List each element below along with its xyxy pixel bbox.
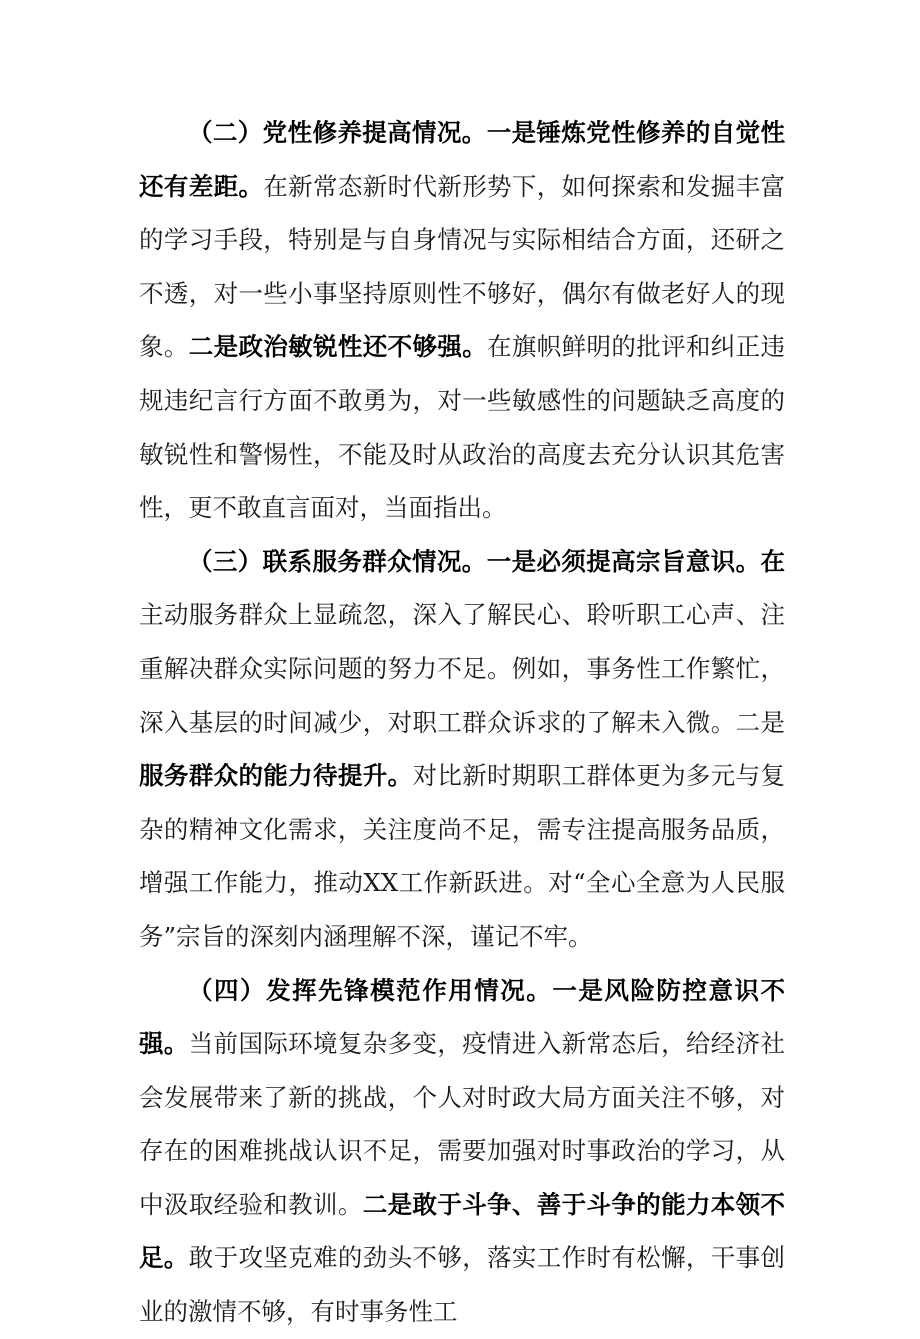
paragraph-text: 在旗帜鲜明的批评和纠正违规违纪言行方面不敢勇为，对一些敏感性的问题缺乏高度的敏锐性和警惕性，不能及时从政治的高度去充分认识其危害性，更不敢直言面对，当面指出。 [139, 332, 786, 523]
document-body [139, 106, 785, 1339]
subheading-political-sensitivity: 二是政治敏锐性还不够强。 [188, 332, 488, 362]
subheading-service-ability: 服务群众的能力待提升。 [139, 761, 413, 791]
paragraph-text: 对比新时期职工群体更为多元与复杂的精神文化需求，关注度尚不足，需专注提高服务品质，增强工作能力，推动XX工作新跃进。对“全心全意为人民服务”宗旨的深刻内涵理解不深，谨记不牢。 [139, 761, 786, 951]
heading-party-spirit: （二）党性修养提高情况。一是锤炼党性修养的自觉性还有差距。 [139, 118, 785, 201]
paragraph-text: 主动服务群众上显疏忽，深入了解民心、聆听职工心声、注重解决群众实际问题的努力不足。例如，事务性工作繁忙，深入基层的时间减少，对职工群众诉求的了解未入微。二是 [139, 600, 785, 737]
heading-vanguard-role: （四）发挥先锋模范作用情况。一是风险防控意识不强。 [139, 975, 785, 1059]
paragraph-serving-masses [139, 535, 785, 964]
paragraph-vanguard-role [139, 964, 785, 1339]
heading-serving-masses: （三）联系服务群众情况。一是必须提高宗旨意识。在 [188, 546, 785, 576]
paragraph-party-spirit [139, 106, 785, 535]
paragraph-text: 当前国际环境复杂多变，疫情进入新常态后，给经济社会发展带来了新的挑战，个人对时政大局方面关注不够，对存在的困难挑战认识不足，需要加强对时事政治的学习，从中汲取经验和教训。 [139, 1029, 786, 1219]
paragraph-text: 在新常态新时代新形势下，如何探索和发掘丰富的学习手段，特别是与自身情况与实际相结合方面，还研之不透，对一些小事坚持原则性不够好，偶尔有做老好人的现象。 [139, 171, 786, 362]
paragraph-text: 敢于攻坚克难的劲头不够，落实工作时有松懈，干事创业的激情不够，有时事务性工 [139, 1243, 786, 1327]
subheading-struggle-ability: 二是敢于斗争、善于斗争的能力本领不足。 [139, 1189, 786, 1273]
